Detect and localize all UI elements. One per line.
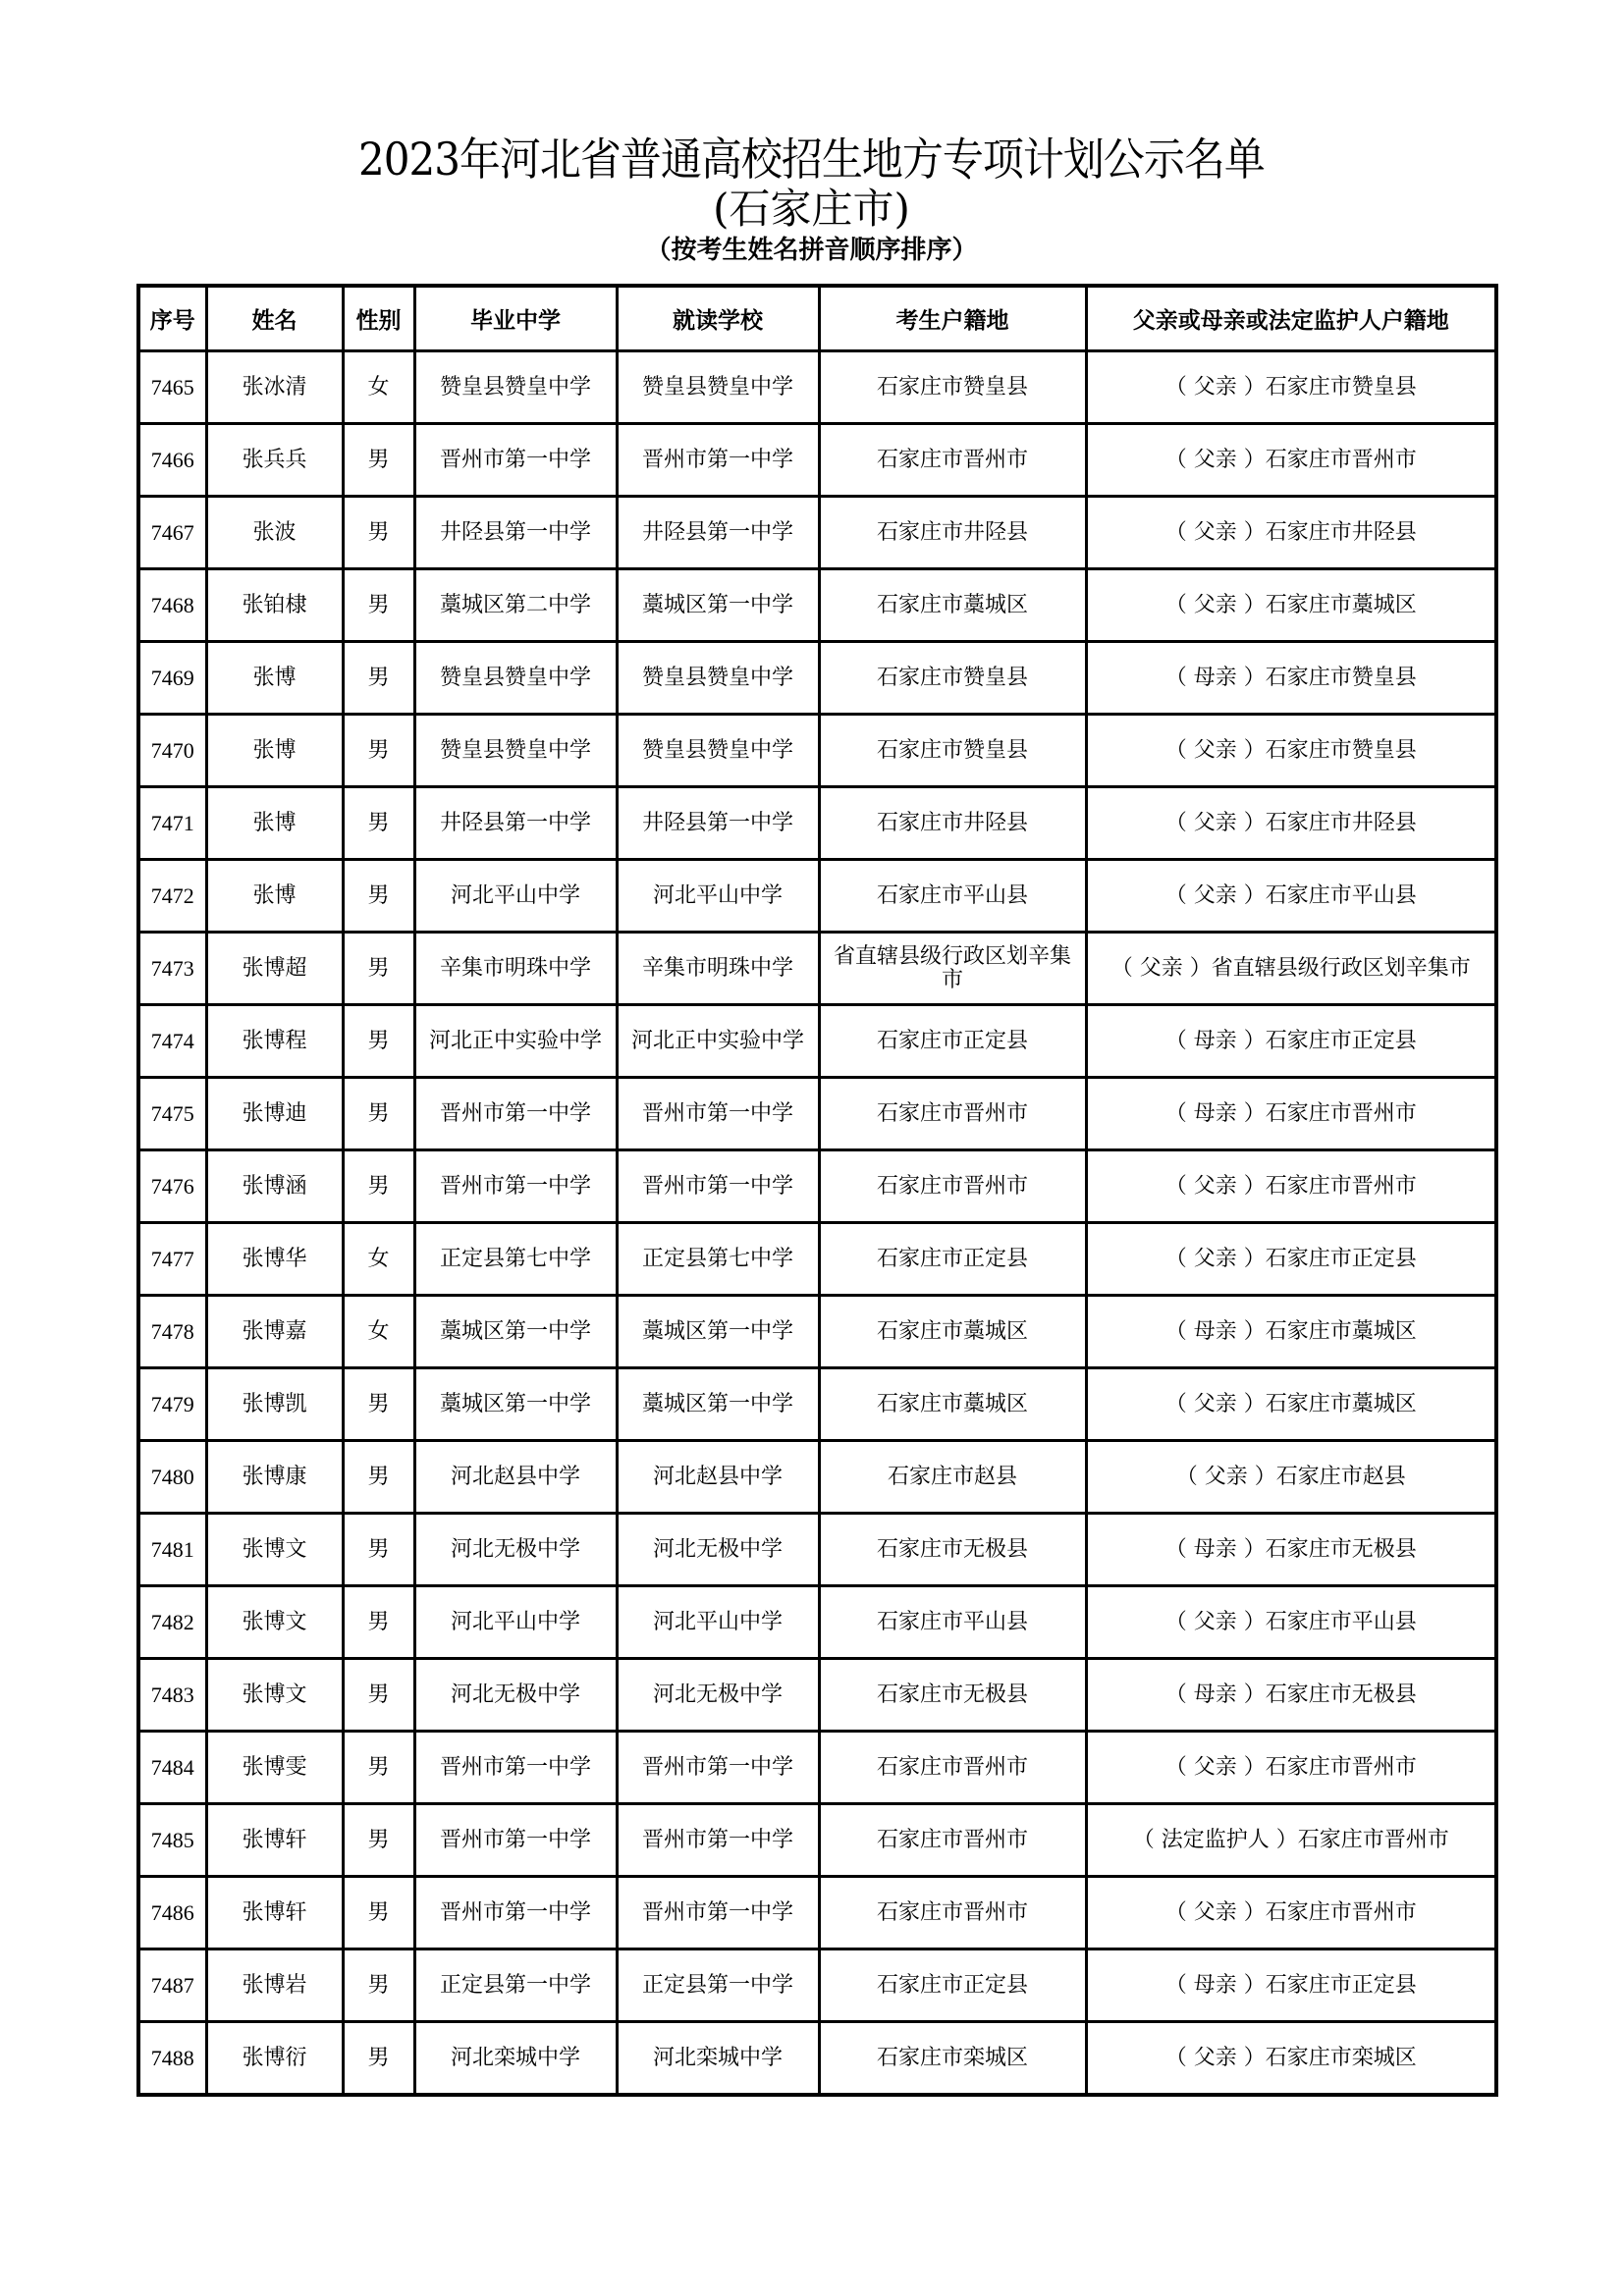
row-current-school: 井陉县第一中学 [617,787,819,860]
row-grad-school: 河北无极中学 [414,1514,617,1586]
row-grad-school: 井陉县第一中学 [414,787,617,860]
row-grad-school: 赞皇县赞皇中学 [414,642,617,715]
header-name: 姓名 [206,286,343,351]
row-gender: 女 [343,351,414,424]
row-name: 张博迪 [206,1078,343,1150]
header-grad-school: 毕业中学 [414,286,617,351]
row-gender: 男 [343,1078,414,1150]
row-current-school: 晋州市第一中学 [617,1732,819,1804]
row-guardian-hukou: （ 父亲 ）石家庄市平山县 [1086,1586,1496,1659]
row-grad-school: 赞皇县赞皇中学 [414,715,617,787]
row-no: 7478 [138,1296,206,1368]
row-grad-school: 正定县第一中学 [414,1949,617,2022]
row-no: 7483 [138,1659,206,1732]
row-gender: 男 [343,1150,414,1223]
header-current-school: 就读学校 [617,286,819,351]
row-name: 张兵兵 [206,424,343,497]
row-name: 张博衍 [206,2022,343,2096]
row-current-school: 河北赵县中学 [617,1441,819,1514]
row-gender: 男 [343,1732,414,1804]
row-gender: 女 [343,1296,414,1368]
row-name: 张博文 [206,1659,343,1732]
row-current-school: 晋州市第一中学 [617,424,819,497]
row-current-school: 赞皇县赞皇中学 [617,351,819,424]
row-gender: 男 [343,1005,414,1078]
table-row [138,1514,1496,1586]
row-current-school: 井陉县第一中学 [617,497,819,569]
row-no: 7485 [138,1804,206,1877]
row-current-school: 赞皇县赞皇中学 [617,715,819,787]
row-grad-school: 晋州市第一中学 [414,1877,617,1949]
row-no: 7470 [138,715,206,787]
row-guardian-hukou: （ 母亲 ）石家庄市正定县 [1086,1005,1496,1078]
row-student-hukou: 石家庄市栾城区 [819,2022,1086,2096]
table-row [138,424,1496,497]
row-student-hukou: 石家庄市晋州市 [819,424,1086,497]
row-name: 张博嘉 [206,1296,343,1368]
row-guardian-hukou: （ 父亲 ）石家庄市栾城区 [1086,2022,1496,2096]
row-student-hukou: 石家庄市赞皇县 [819,642,1086,715]
row-name: 张博岩 [206,1949,343,2022]
row-student-hukou: 石家庄市晋州市 [819,1732,1086,1804]
row-guardian-hukou: （ 父亲 ）石家庄市晋州市 [1086,1877,1496,1949]
row-student-hukou: 石家庄市赵县 [819,1441,1086,1514]
row-guardian-hukou: （ 母亲 ）石家庄市无极县 [1086,1659,1496,1732]
table-row [138,1949,1496,2022]
roster-table [136,284,1498,2097]
row-guardian-hukou: （ 法定监护人 ）石家庄市晋州市 [1086,1804,1496,1877]
row-student-hukou: 石家庄市赞皇县 [819,351,1086,424]
row-gender: 男 [343,787,414,860]
row-gender: 男 [343,497,414,569]
row-student-hukou: 石家庄市藁城区 [819,569,1086,642]
row-student-hukou: 石家庄市晋州市 [819,1150,1086,1223]
row-current-school: 河北栾城中学 [617,2022,819,2096]
row-current-school: 赞皇县赞皇中学 [617,642,819,715]
row-guardian-hukou: （ 父亲 ）石家庄市正定县 [1086,1223,1496,1296]
row-current-school: 晋州市第一中学 [617,1877,819,1949]
row-student-hukou: 石家庄市藁城区 [819,1296,1086,1368]
row-current-school: 晋州市第一中学 [617,1150,819,1223]
row-gender: 男 [343,1368,414,1441]
table-row [138,642,1496,715]
table-row [138,1368,1496,1441]
row-guardian-hukou: （ 母亲 ）石家庄市晋州市 [1086,1078,1496,1150]
table-header-row [138,286,1496,351]
row-grad-school: 河北无极中学 [414,1659,617,1732]
table-row [138,569,1496,642]
row-student-hukou: 石家庄市正定县 [819,1223,1086,1296]
row-guardian-hukou: （ 父亲 ）石家庄市晋州市 [1086,1732,1496,1804]
row-name: 张博超 [206,933,343,1005]
row-current-school: 藁城区第一中学 [617,1296,819,1368]
header-gender: 性别 [343,286,414,351]
row-name: 张博雯 [206,1732,343,1804]
row-guardian-hukou: （ 母亲 ）石家庄市正定县 [1086,1949,1496,2022]
table-row [138,1078,1496,1150]
row-no: 7482 [138,1586,206,1659]
row-no: 7471 [138,787,206,860]
row-student-hukou: 石家庄市平山县 [819,1586,1086,1659]
row-grad-school: 井陉县第一中学 [414,497,617,569]
document-city: (石家庄市) [713,185,910,233]
row-grad-school: 藁城区第一中学 [414,1296,617,1368]
row-guardian-hukou: （ 父亲 ）石家庄市赞皇县 [1086,715,1496,787]
row-gender: 男 [343,642,414,715]
row-no: 7467 [138,497,206,569]
table-row [138,787,1496,860]
sort-note: （按考生姓名拼音顺序排序） [645,236,978,265]
row-student-hukou: 石家庄市正定县 [819,1949,1086,2022]
row-grad-school: 赞皇县赞皇中学 [414,351,617,424]
table-row [138,1732,1496,1804]
row-gender: 女 [343,1223,414,1296]
row-name: 张冰清 [206,351,343,424]
table-row [138,1659,1496,1732]
row-gender: 男 [343,424,414,497]
row-no: 7476 [138,1150,206,1223]
row-name: 张博华 [206,1223,343,1296]
row-grad-school: 晋州市第一中学 [414,1150,617,1223]
row-no: 7488 [138,2022,206,2096]
row-grad-school: 辛集市明珠中学 [414,933,617,1005]
row-grad-school: 晋州市第一中学 [414,1732,617,1804]
row-guardian-hukou: （ 父亲 ）石家庄市藁城区 [1086,1368,1496,1441]
header-guardian-hukou: 父亲或母亲或法定监护人户籍地 [1086,286,1496,351]
row-gender: 男 [343,1949,414,2022]
row-no: 7475 [138,1078,206,1150]
row-name: 张波 [206,497,343,569]
row-guardian-hukou: （ 母亲 ）石家庄市藁城区 [1086,1296,1496,1368]
row-no: 7486 [138,1877,206,1949]
table-row [138,1223,1496,1296]
row-name: 张博 [206,787,343,860]
row-guardian-hukou: （ 父亲 ）石家庄市藁城区 [1086,569,1496,642]
row-name: 张博涵 [206,1150,343,1223]
row-name: 张博程 [206,1005,343,1078]
row-no: 7480 [138,1441,206,1514]
row-grad-school: 晋州市第一中学 [414,1804,617,1877]
row-gender: 男 [343,860,414,933]
row-name: 张博文 [206,1586,343,1659]
header-no: 序号 [138,286,206,351]
row-guardian-hukou: （ 父亲 ）省直辖县级行政区划辛集市 [1086,933,1496,1005]
row-no: 7469 [138,642,206,715]
row-student-hukou: 石家庄市井陉县 [819,787,1086,860]
row-gender: 男 [343,569,414,642]
row-no: 7481 [138,1514,206,1586]
row-gender: 男 [343,1514,414,1586]
table-row [138,2022,1496,2096]
row-no: 7468 [138,569,206,642]
table-row [138,1150,1496,1223]
table-row [138,933,1496,1005]
row-grad-school: 藁城区第一中学 [414,1368,617,1441]
row-gender: 男 [343,715,414,787]
row-no: 7477 [138,1223,206,1296]
row-grad-school: 晋州市第一中学 [414,424,617,497]
table-row [138,351,1496,424]
table-row [138,715,1496,787]
row-name: 张博轩 [206,1877,343,1949]
row-name: 张博 [206,860,343,933]
row-current-school: 晋州市第一中学 [617,1078,819,1150]
row-grad-school: 河北赵县中学 [414,1441,617,1514]
row-no: 7465 [138,351,206,424]
row-grad-school: 藁城区第二中学 [414,569,617,642]
row-guardian-hukou: （ 父亲 ）石家庄市井陉县 [1086,787,1496,860]
row-current-school: 河北无极中学 [617,1514,819,1586]
row-gender: 男 [343,1586,414,1659]
row-name: 张博文 [206,1514,343,1586]
row-student-hukou: 石家庄市平山县 [819,860,1086,933]
table-row [138,1296,1496,1368]
row-no: 7473 [138,933,206,1005]
row-gender: 男 [343,1877,414,1949]
row-student-hukou: 石家庄市晋州市 [819,1804,1086,1877]
table-row [138,1804,1496,1877]
row-student-hukou: 石家庄市藁城区 [819,1368,1086,1441]
row-student-hukou: 石家庄市正定县 [819,1005,1086,1078]
row-name: 张博 [206,715,343,787]
row-current-school: 正定县第一中学 [617,1949,819,2022]
header-student-hukou: 考生户籍地 [819,286,1086,351]
table-row [138,497,1496,569]
row-name: 张博 [206,642,343,715]
row-name: 张博凯 [206,1368,343,1441]
row-current-school: 河北平山中学 [617,1586,819,1659]
row-gender: 男 [343,2022,414,2096]
row-current-school: 藁城区第一中学 [617,569,819,642]
row-student-hukou: 石家庄市赞皇县 [819,715,1086,787]
row-student-hukou: 石家庄市晋州市 [819,1078,1086,1150]
row-guardian-hukou: （ 父亲 ）石家庄市晋州市 [1086,424,1496,497]
row-student-hukou: 石家庄市井陉县 [819,497,1086,569]
row-no: 7474 [138,1005,206,1078]
row-current-school: 河北无极中学 [617,1659,819,1732]
table-row [138,1005,1496,1078]
row-grad-school: 河北平山中学 [414,860,617,933]
document-title: 2023年河北省普通高校招生地方专项计划公示名单 [358,133,1265,186]
row-no: 7479 [138,1368,206,1441]
row-current-school: 正定县第七中学 [617,1223,819,1296]
row-guardian-hukou: （ 母亲 ）石家庄市无极县 [1086,1514,1496,1586]
row-current-school: 河北正中实验中学 [617,1005,819,1078]
row-guardian-hukou: （ 父亲 ）石家庄市平山县 [1086,860,1496,933]
row-guardian-hukou: （ 父亲 ）石家庄市井陉县 [1086,497,1496,569]
table-row [138,1586,1496,1659]
row-current-school: 藁城区第一中学 [617,1368,819,1441]
row-student-hukou: 省直辖县级行政区划辛集市 [819,933,1086,1005]
row-no: 7484 [138,1732,206,1804]
row-no: 7466 [138,424,206,497]
row-no: 7487 [138,1949,206,2022]
row-name: 张博康 [206,1441,343,1514]
row-guardian-hukou: （ 父亲 ）石家庄市晋州市 [1086,1150,1496,1223]
table-body [138,351,1496,2096]
row-student-hukou: 石家庄市晋州市 [819,1877,1086,1949]
row-grad-school: 晋州市第一中学 [414,1078,617,1150]
row-guardian-hukou: （ 父亲 ）石家庄市赞皇县 [1086,351,1496,424]
row-gender: 男 [343,1441,414,1514]
row-current-school: 晋州市第一中学 [617,1804,819,1877]
row-gender: 男 [343,1804,414,1877]
row-grad-school: 正定县第七中学 [414,1223,617,1296]
row-grad-school: 河北平山中学 [414,1586,617,1659]
row-gender: 男 [343,933,414,1005]
row-grad-school: 河北栾城中学 [414,2022,617,2096]
table-row [138,1441,1496,1514]
table-row [138,860,1496,933]
row-no: 7472 [138,860,206,933]
row-name: 张博轩 [206,1804,343,1877]
row-student-hukou: 石家庄市无极县 [819,1659,1086,1732]
row-current-school: 河北平山中学 [617,860,819,933]
row-current-school: 辛集市明珠中学 [617,933,819,1005]
row-student-hukou: 石家庄市无极县 [819,1514,1086,1586]
row-name: 张铂棣 [206,569,343,642]
row-guardian-hukou: （ 母亲 ）石家庄市赞皇县 [1086,642,1496,715]
table-row [138,1877,1496,1949]
row-guardian-hukou: （ 父亲 ）石家庄市赵县 [1086,1441,1496,1514]
row-gender: 男 [343,1659,414,1732]
document-header [0,135,1623,267]
row-grad-school: 河北正中实验中学 [414,1005,617,1078]
